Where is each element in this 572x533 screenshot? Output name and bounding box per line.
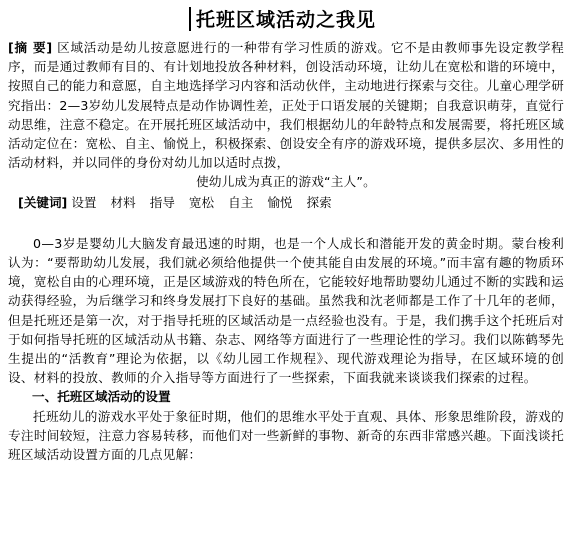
keyword: 自主 (228, 194, 254, 210)
keyword: 愉悦 (267, 194, 293, 210)
keywords-label: [关键词] (18, 194, 68, 210)
document-page (8, 0, 564, 533)
keyword: 宽松 (188, 194, 215, 210)
abstract-label: [摘 要] (8, 40, 53, 55)
keyword: 设置 (71, 194, 97, 210)
abstract-last-line: 使幼儿成为真正的游戏“主人”。 (196, 174, 376, 190)
text-cursor (189, 7, 191, 31)
intro-paragraph: 0—3岁是婴幼儿大脑发育最迅速的时期，也是一个人成长和潜能开发的黄金时期。蒙台梭利认为：“要帮助幼儿发展，我们就必须给他提供一个使其能自由发展的环境。”而丰富有趣的物质环境，宽松自由的心理环境，正是区域游戏的特色所在，它能较好地帮助婴幼儿通过不断的实践和运动获得经验，为后继学习和终身发展打下良好的基础。虽然我和沈老师都是工作了十几年的老师，但是托班还是第一次，对于指导托班的区域活动是一点经验也没有。于是，我们携手这个托班后对于如何指导托班的区域活动从书籍、杂志、网络等方面进行了一些理论性的学习。我们以陈鹤琴先生提出的“活教育”理论为依据，以《幼儿园工作规程》、现代游戏理论为指导，在区域环境的创设、材料的投放、教师的介入指导等方面进行了一些探索，下面我就来谈谈我们探索的过程。 (8, 235, 564, 386)
document-title: 托班区域活动之我见 (195, 9, 376, 31)
section-paragraph: 托班幼儿的游戏水平处于象征时期，他们的思维水平处于直观、具体、形象思维阶段，游戏的专注时间较短，注意力容易转移，而他们对一些新鲜的事物、新奇的东西非常感兴趣。下面浅谈托班区域活动设置方面的几点见解： (8, 408, 564, 463)
keyword: 材料 (110, 194, 136, 210)
abstract-text: 区域活动是幼儿按意愿进行的一种带有学习性质的游戏。它不是由教师事先设定教学程序，而是通过教师有目的、有计划地投放各种材料，创设活动环境，让幼儿在宽松和谐的环境中，按照自己的能力和意愿，自主地选择学习内容和活动伙伴，主动地进行探索与交往。儿童心理学研究指出：2—3岁幼儿发展特点是动作协调性差，正处于口语发展的关键期；自我意识萌芽，直觉行动思维，注意不稳定。在开展托班区域活动中，我们根据幼儿的年龄特点和发展需要，将托班区域活动定位在：宽松、自主、愉悦上，积极探索、创设安全有序的游戏环境，提供多层次、多用性的活动材料，并以同伴的身份对幼儿加以适时点拨， (8, 40, 564, 171)
keyword: 指导 (149, 194, 175, 210)
title-row (8, 0, 564, 36)
abstract-paragraph (8, 38, 564, 172)
keyword: 探索 (306, 194, 332, 210)
section-heading: 一、托班区域活动的设置 (32, 389, 171, 405)
keywords-line (8, 193, 564, 212)
